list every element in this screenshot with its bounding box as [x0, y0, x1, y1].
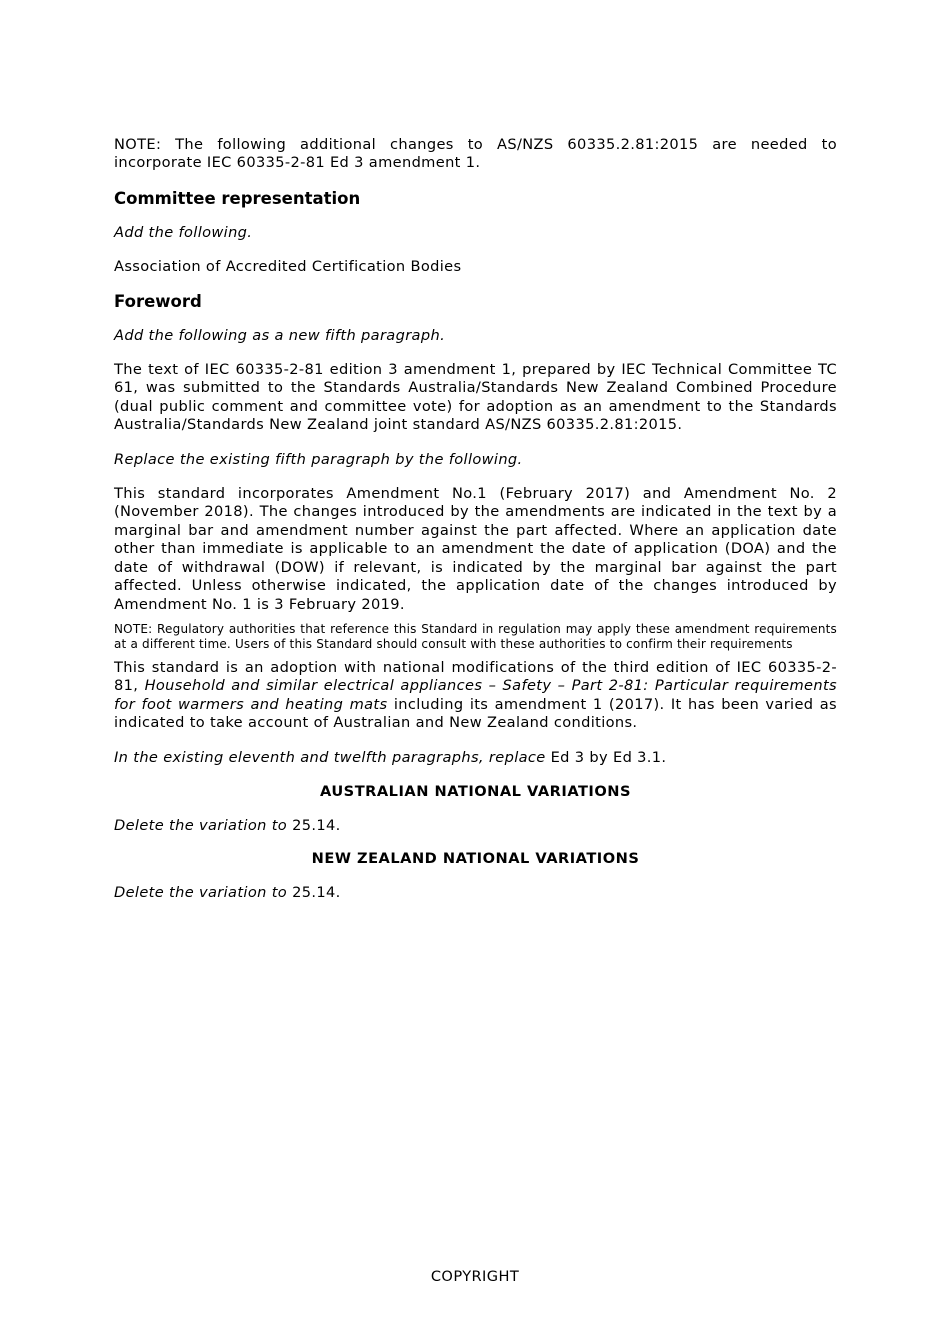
au-variations-heading: AUSTRALIAN NATIONAL VARIATIONS — [319, 782, 631, 800]
document-body — [114, 136, 837, 903]
committee-instruction: Add the following. — [114, 223, 253, 241]
nz-variations-heading: NEW ZEALAND NATIONAL VARIATIONS — [311, 850, 640, 868]
foreword-paragraph-2: This standard incorporates Amendment No.1 (February 2017) and Amendment No. 2 (November 2018). The changes introduced by the amendments are indicated in the text by a marginal bar and amendment number against the part affected. Where an application date other than immediate is applicable to an amendment the date of application (DOA) and the date of withdrawal (DOW) if relevant, is indicated by the marginal bar against the part affected. Unless otherwise indicated, the application date of the changes introduced by Amendment No. 1 is 3 February 2019. — [114, 485, 837, 613]
foreword-instruction-1: Add the following as a new fifth paragraph. — [114, 326, 446, 344]
au-variations-instruction: Delete the variation to 25.14. — [114, 816, 341, 834]
foreword-note: NOTE: Regulatory authorities that reference this Standard in regulation may apply these amendment requirements at a different time. Users of this Standard should consult with these authorities to confirm their requirements — [114, 621, 837, 651]
foreword-instruction-2: Replace the existing fifth paragraph by the following. — [114, 450, 523, 468]
copyright-footer: COPYRIGHT — [430, 1268, 520, 1285]
nz-variations-instruction: Delete the variation to 25.14. — [114, 884, 341, 902]
foreword-heading: Foreword — [114, 291, 202, 311]
foreword-paragraph-3: This standard is an adoption with national modifications of the third edition of IEC 60335-2-81, Household and similar electrical appliances – Safety – Part 2-81: Particular requirements for foot warmers and heating mats including its amendment 1 (2017). It has been varied as indicated to take account of Australian and New Zealand conditions. — [114, 658, 838, 732]
committee-body: Association of Accredited Certification Bodies — [114, 258, 462, 276]
foreword-replace-instruction: In the existing eleventh and twelfth paragraphs, replace Ed 3 by Ed 3.1. — [114, 748, 667, 766]
committee-heading: Committee representation — [114, 188, 361, 208]
note-intro: NOTE: The following additional changes to AS/NZS 60335.2.81:2015 are needed to incorporate IEC 60335-2-81 Ed 3 amendment 1. — [114, 136, 837, 172]
foreword-paragraph-1: The text of IEC 60335-2-81 edition 3 amendment 1, prepared by IEC Technical Committee TC 61, was submitted to the Standards Australia/Standards New Zealand Combined Procedure (dual public comment and committee vote) for adoption as an amendment to the Standards Australia/Standards New Zealand joint standard AS/NZS 60335.2.81:2015. — [114, 361, 837, 434]
